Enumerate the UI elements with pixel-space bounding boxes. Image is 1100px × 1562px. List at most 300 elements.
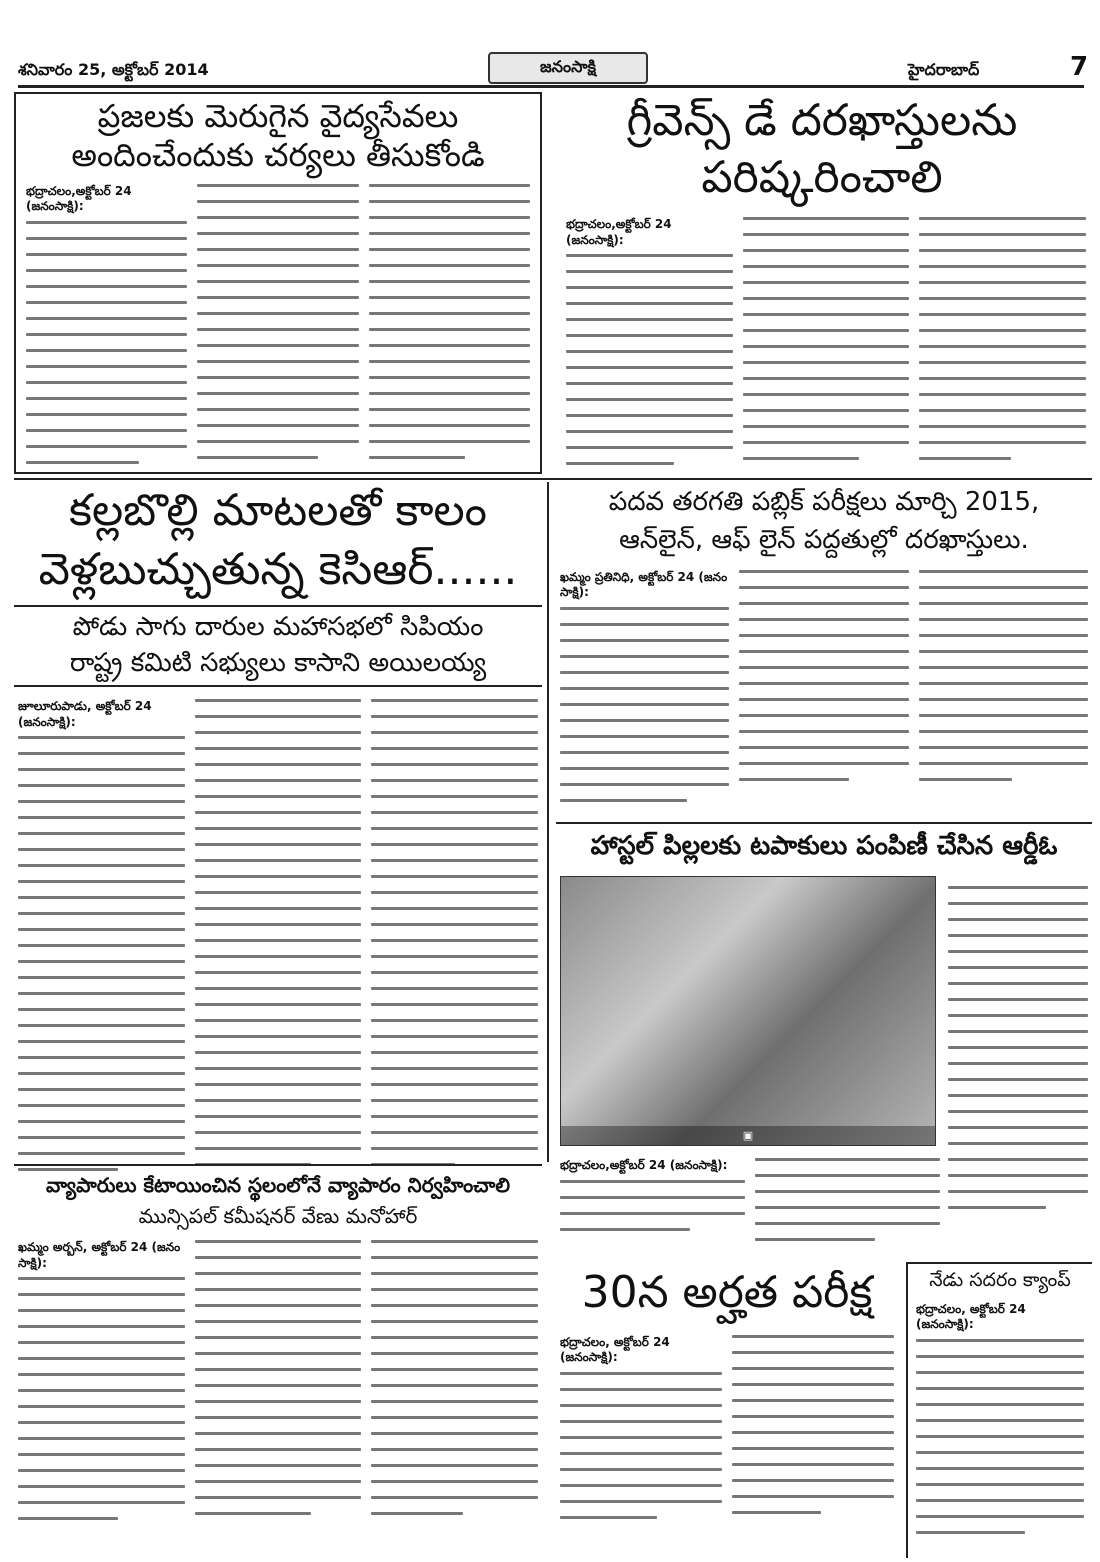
text-line bbox=[919, 425, 1086, 428]
page-number: 7 bbox=[1070, 52, 1089, 82]
text-line bbox=[195, 875, 362, 878]
text-line bbox=[755, 1222, 940, 1225]
text-line bbox=[369, 184, 530, 187]
text-line bbox=[755, 1206, 940, 1209]
text-line bbox=[26, 301, 187, 304]
text-line bbox=[743, 265, 910, 268]
text-line bbox=[26, 333, 187, 336]
column-divider bbox=[547, 482, 549, 1162]
text-line bbox=[371, 779, 538, 782]
text-line bbox=[739, 666, 908, 669]
text-line bbox=[18, 1293, 185, 1296]
text-line bbox=[560, 1212, 745, 1215]
article-subhead: రాష్ట్ర కమిటి సభ్యులు కాసాని అయిలయ్య bbox=[14, 649, 542, 687]
text-line bbox=[948, 1046, 1088, 1049]
text-line bbox=[743, 313, 910, 316]
text-line bbox=[195, 907, 362, 910]
text-line bbox=[566, 366, 733, 369]
text-line bbox=[18, 1357, 185, 1360]
text-line bbox=[197, 392, 358, 395]
text-line bbox=[371, 955, 538, 958]
text-line bbox=[739, 682, 908, 685]
text-line bbox=[743, 217, 910, 220]
text-line bbox=[18, 832, 185, 835]
text-line bbox=[566, 446, 733, 449]
text-line bbox=[18, 784, 185, 787]
text-line bbox=[369, 312, 530, 315]
text-line bbox=[197, 408, 358, 411]
text-line bbox=[369, 392, 530, 395]
article-headline: కల్లబొల్లి మాటలతో కాలం bbox=[69, 485, 487, 536]
text-line bbox=[195, 971, 362, 974]
text-line bbox=[739, 730, 908, 733]
text-line bbox=[739, 650, 908, 653]
text-line bbox=[916, 1531, 1025, 1534]
text-line bbox=[371, 971, 538, 974]
text-line bbox=[18, 1088, 185, 1091]
text-line bbox=[755, 1238, 875, 1241]
text-line bbox=[371, 1368, 538, 1371]
text-line bbox=[916, 1371, 1084, 1374]
text-line bbox=[743, 281, 910, 284]
text-line bbox=[566, 462, 674, 465]
text-line bbox=[743, 233, 910, 236]
text-line bbox=[560, 1500, 722, 1503]
body-column bbox=[566, 217, 733, 478]
text-line bbox=[739, 618, 908, 621]
text-line bbox=[560, 639, 729, 642]
text-line bbox=[560, 1196, 745, 1199]
text-line bbox=[18, 1008, 185, 1011]
text-line bbox=[560, 1436, 722, 1439]
article-kcr bbox=[14, 482, 542, 1162]
text-line bbox=[371, 1083, 538, 1086]
text-line bbox=[195, 1019, 362, 1022]
text-line bbox=[948, 918, 1088, 921]
body-column bbox=[732, 1335, 894, 1532]
text-line bbox=[26, 285, 187, 288]
masthead bbox=[18, 52, 1089, 88]
text-line bbox=[195, 939, 362, 942]
text-line bbox=[371, 699, 538, 702]
text-line bbox=[195, 1416, 362, 1419]
text-line bbox=[26, 461, 139, 464]
article-body bbox=[14, 687, 542, 1184]
text-line bbox=[195, 1432, 362, 1435]
text-line bbox=[195, 891, 362, 894]
text-line bbox=[26, 221, 187, 224]
text-line bbox=[195, 827, 362, 830]
text-line bbox=[732, 1495, 894, 1498]
text-line bbox=[919, 650, 1088, 653]
text-line bbox=[560, 607, 729, 610]
text-line bbox=[743, 441, 910, 444]
text-line bbox=[18, 1389, 185, 1392]
text-line bbox=[195, 1067, 362, 1070]
text-line bbox=[18, 1040, 185, 1043]
article-eligibility bbox=[556, 1262, 898, 1558]
text-line bbox=[26, 317, 187, 320]
text-line bbox=[743, 457, 860, 460]
text-line bbox=[195, 1384, 362, 1387]
text-line bbox=[26, 253, 187, 256]
text-line bbox=[197, 296, 358, 299]
text-line bbox=[369, 344, 530, 347]
body-column bbox=[919, 217, 1086, 478]
text-line bbox=[948, 1078, 1088, 1081]
text-line bbox=[18, 1437, 185, 1440]
text-line bbox=[195, 859, 362, 862]
text-line bbox=[371, 1464, 538, 1467]
text-line bbox=[371, 763, 538, 766]
text-line bbox=[197, 312, 358, 315]
text-line bbox=[371, 1115, 538, 1118]
text-line bbox=[26, 445, 187, 448]
article-body bbox=[16, 174, 540, 477]
text-line bbox=[732, 1479, 894, 1482]
edition-city: హైదరాబాద్ bbox=[908, 60, 980, 79]
text-line bbox=[755, 1190, 940, 1193]
text-line bbox=[195, 1051, 362, 1054]
text-line bbox=[916, 1419, 1084, 1422]
text-line bbox=[371, 1400, 538, 1403]
text-line bbox=[195, 1512, 312, 1515]
text-line bbox=[919, 313, 1086, 316]
text-line bbox=[732, 1463, 894, 1466]
text-line bbox=[18, 1136, 185, 1139]
text-line bbox=[566, 302, 733, 305]
text-line bbox=[916, 1339, 1084, 1342]
text-line bbox=[197, 184, 358, 187]
text-line bbox=[18, 1120, 185, 1123]
text-line bbox=[195, 1368, 362, 1371]
text-line bbox=[195, 1400, 362, 1403]
text-line bbox=[739, 586, 908, 589]
article-body bbox=[908, 1292, 1092, 1534]
article-headline: గ్రీవెన్స్ డే దరఖాస్తులను bbox=[626, 95, 1018, 146]
article-headline: అందించేందుకు చర్యలు తీసుకోండి bbox=[71, 135, 485, 174]
text-line bbox=[18, 864, 185, 867]
text-line bbox=[739, 762, 908, 765]
text-line bbox=[195, 955, 362, 958]
text-line bbox=[566, 270, 733, 273]
text-line bbox=[369, 360, 530, 363]
text-line bbox=[18, 1517, 118, 1520]
text-line bbox=[369, 440, 530, 443]
text-line bbox=[919, 441, 1086, 444]
text-line bbox=[18, 1405, 185, 1408]
text-line bbox=[919, 281, 1086, 284]
text-line bbox=[369, 408, 530, 411]
text-line bbox=[919, 233, 1086, 236]
text-line bbox=[948, 1094, 1088, 1097]
text-line bbox=[948, 1014, 1088, 1017]
text-line bbox=[18, 1469, 185, 1472]
text-line bbox=[371, 1304, 538, 1307]
body-column bbox=[371, 1240, 538, 1533]
text-line bbox=[948, 1030, 1088, 1033]
body-column bbox=[919, 570, 1088, 815]
text-line bbox=[195, 1496, 362, 1499]
article-dateline: భద్రాచలం,అక్టోబర్ 24 (జనంసాక్షి): bbox=[560, 1158, 728, 1172]
text-line bbox=[919, 217, 1086, 220]
article-body bbox=[560, 1158, 940, 1254]
article-dateline: ఖమ్మం అర్బన్, అక్టోబర్ 24 (జనం సాక్షి): bbox=[18, 1240, 181, 1270]
text-line bbox=[560, 1452, 722, 1455]
text-line bbox=[197, 360, 358, 363]
text-line bbox=[371, 891, 538, 894]
text-line bbox=[743, 345, 910, 348]
text-line bbox=[560, 1468, 722, 1471]
text-line bbox=[371, 1147, 538, 1150]
text-line bbox=[919, 778, 1012, 781]
text-line bbox=[560, 1516, 657, 1519]
text-line bbox=[732, 1367, 894, 1370]
text-line bbox=[197, 264, 358, 267]
text-line bbox=[560, 655, 729, 658]
text-line bbox=[371, 827, 538, 830]
text-line bbox=[566, 350, 733, 353]
text-line bbox=[18, 928, 185, 931]
text-line bbox=[197, 376, 358, 379]
text-line bbox=[18, 752, 185, 755]
text-line bbox=[739, 570, 908, 573]
text-line bbox=[919, 698, 1088, 701]
text-line bbox=[919, 249, 1086, 252]
text-line bbox=[916, 1403, 1084, 1406]
text-line bbox=[18, 1152, 185, 1155]
text-line bbox=[18, 1325, 185, 1328]
text-line bbox=[732, 1399, 894, 1402]
text-line bbox=[371, 939, 538, 942]
text-line bbox=[948, 966, 1088, 969]
article-headline: వ్యాపారులు కేటాయించిన స్థలంలోనే వ్యాపారం నిర్వహించాలి bbox=[45, 1173, 511, 1197]
text-line bbox=[919, 265, 1086, 268]
text-line bbox=[371, 1480, 538, 1483]
text-line bbox=[919, 345, 1086, 348]
text-line bbox=[560, 1484, 722, 1487]
text-line bbox=[560, 1180, 745, 1183]
body-column bbox=[369, 184, 530, 477]
text-line bbox=[26, 413, 187, 416]
text-line bbox=[948, 1174, 1088, 1177]
text-line bbox=[560, 1372, 722, 1375]
article-hostel bbox=[556, 826, 1092, 1252]
text-line bbox=[732, 1415, 894, 1418]
text-line bbox=[371, 843, 538, 846]
text-line bbox=[371, 875, 538, 878]
text-line bbox=[26, 269, 187, 272]
text-line bbox=[560, 767, 729, 770]
article-grievance bbox=[552, 92, 1092, 474]
text-line bbox=[369, 328, 530, 331]
text-line bbox=[195, 1464, 362, 1467]
text-line bbox=[369, 232, 530, 235]
text-line bbox=[371, 1320, 538, 1323]
text-line bbox=[195, 843, 362, 846]
text-line bbox=[195, 1115, 362, 1118]
text-line bbox=[195, 1083, 362, 1086]
text-line bbox=[18, 880, 185, 883]
text-line bbox=[743, 377, 910, 380]
body-column bbox=[197, 184, 358, 477]
text-line bbox=[197, 232, 358, 235]
text-line bbox=[18, 992, 185, 995]
text-line bbox=[371, 1003, 538, 1006]
body-column bbox=[18, 1240, 185, 1533]
article-dateline: భద్రాచలం,అక్టోబర్ 24 (జనంసాక్షి): bbox=[566, 217, 672, 247]
article-dateline: భద్రాచలం, అక్టోబర్ 24 (జనంసాక్షి): bbox=[916, 1301, 1026, 1332]
text-line bbox=[369, 424, 530, 427]
text-line bbox=[916, 1499, 1084, 1502]
text-line bbox=[743, 361, 910, 364]
article-dateline: ఖమ్మం ప్రతినిధి, అక్టోబర్ 24 (జనం సాక్షి): bbox=[560, 569, 728, 600]
text-line bbox=[371, 987, 538, 990]
article-camp bbox=[906, 1262, 1092, 1558]
text-line bbox=[26, 397, 187, 400]
body-column bbox=[739, 570, 908, 815]
body-column bbox=[560, 1335, 722, 1532]
text-line bbox=[195, 1448, 362, 1451]
text-line bbox=[560, 623, 729, 626]
text-line bbox=[369, 216, 530, 219]
text-line bbox=[948, 998, 1088, 1001]
text-line bbox=[948, 902, 1088, 905]
article-headline: 30న అర్హత పరీక్ష bbox=[581, 1267, 873, 1318]
text-line bbox=[371, 1272, 538, 1275]
article-dateline: భద్రాచలం,అక్టోబర్ 24 (జనంసాక్షి): bbox=[26, 183, 132, 214]
text-line bbox=[739, 778, 849, 781]
text-line bbox=[371, 1336, 538, 1339]
text-line bbox=[195, 1480, 362, 1483]
text-line bbox=[560, 783, 729, 786]
text-line bbox=[195, 1003, 362, 1006]
text-line bbox=[919, 586, 1088, 589]
text-line bbox=[197, 248, 358, 251]
newspaper-logo: జనంసాక్షి bbox=[488, 52, 648, 84]
article-headline: ప్రజలకు మెరుగైన వైద్యసేవలు bbox=[97, 97, 459, 135]
text-line bbox=[371, 1352, 538, 1355]
text-line bbox=[18, 736, 185, 739]
text-line bbox=[919, 634, 1088, 637]
text-line bbox=[197, 440, 358, 443]
text-line bbox=[739, 602, 908, 605]
text-line bbox=[919, 682, 1088, 685]
text-line bbox=[18, 1373, 185, 1376]
text-line bbox=[371, 1256, 538, 1259]
text-line bbox=[371, 1067, 538, 1070]
text-line bbox=[732, 1447, 894, 1450]
text-line bbox=[371, 907, 538, 910]
text-line bbox=[371, 1099, 538, 1102]
text-line bbox=[18, 896, 185, 899]
article-dateline: జూలూరుపాడు, అక్టోబర్ 24 (జనంసాక్షి): bbox=[18, 698, 152, 729]
section-divider bbox=[14, 478, 1092, 480]
text-line bbox=[743, 249, 910, 252]
text-line bbox=[195, 1336, 362, 1339]
text-line bbox=[195, 1256, 362, 1259]
text-line bbox=[948, 1142, 1088, 1145]
text-line bbox=[560, 751, 729, 754]
text-line bbox=[197, 424, 358, 427]
text-line bbox=[948, 1190, 1088, 1193]
body-column bbox=[371, 699, 538, 1184]
article-body bbox=[14, 1228, 542, 1533]
text-line bbox=[371, 747, 538, 750]
text-line bbox=[739, 698, 908, 701]
text-line bbox=[743, 393, 910, 396]
text-line bbox=[919, 297, 1086, 300]
text-line bbox=[371, 1384, 538, 1387]
text-line bbox=[26, 237, 187, 240]
text-line bbox=[948, 1126, 1088, 1129]
text-line bbox=[195, 1304, 362, 1307]
text-line bbox=[560, 799, 687, 802]
text-line bbox=[195, 1131, 362, 1134]
text-line bbox=[195, 923, 362, 926]
text-line bbox=[916, 1355, 1084, 1358]
text-line bbox=[916, 1435, 1084, 1438]
text-line bbox=[197, 344, 358, 347]
article-body bbox=[552, 203, 1092, 478]
text-line bbox=[919, 618, 1088, 621]
text-line bbox=[732, 1431, 894, 1434]
text-line bbox=[566, 286, 733, 289]
text-line bbox=[369, 280, 530, 283]
text-line bbox=[560, 735, 729, 738]
text-line bbox=[371, 1035, 538, 1038]
article-exams bbox=[556, 482, 1092, 820]
text-line bbox=[18, 1341, 185, 1344]
text-line bbox=[919, 393, 1086, 396]
text-line bbox=[195, 1035, 362, 1038]
body-column bbox=[18, 699, 185, 1184]
text-line bbox=[371, 1416, 538, 1419]
article-headline: పరిష్కరించాలి bbox=[701, 151, 943, 203]
text-line bbox=[560, 1404, 722, 1407]
text-line bbox=[18, 1309, 185, 1312]
text-line bbox=[369, 248, 530, 251]
text-line bbox=[26, 365, 187, 368]
text-line bbox=[732, 1351, 894, 1354]
text-line bbox=[18, 1072, 185, 1075]
text-line bbox=[195, 1272, 362, 1275]
text-line bbox=[948, 1206, 1046, 1209]
article-headline: వెళ్లబుచ్చుతున్న కెసిఆర్...... bbox=[38, 543, 518, 595]
article-headline: హాస్టల్ పిల్లలకు టపాకులు పంపిణీ చేసిన ఆర్డీఓ bbox=[590, 831, 1058, 861]
body-column bbox=[755, 1158, 940, 1254]
body-column bbox=[195, 1240, 362, 1533]
text-line bbox=[371, 1432, 538, 1435]
article-headline: ఆన్‌లైన్, ఆఫ్ లైన్ పద్దతుల్లో దరఖాస్తులు. bbox=[619, 524, 1029, 555]
text-line bbox=[18, 1277, 185, 1280]
text-line bbox=[195, 1240, 362, 1243]
text-line bbox=[560, 687, 729, 690]
text-line bbox=[371, 731, 538, 734]
text-line bbox=[732, 1335, 894, 1338]
section-divider bbox=[14, 1164, 542, 1166]
text-line bbox=[948, 934, 1088, 937]
text-line bbox=[948, 950, 1088, 953]
text-line bbox=[18, 944, 185, 947]
article-headline: నేడు సదరం క్యాంప్ bbox=[929, 1269, 1071, 1291]
text-line bbox=[919, 762, 1088, 765]
text-line bbox=[369, 200, 530, 203]
text-line bbox=[560, 1420, 722, 1423]
text-line bbox=[369, 296, 530, 299]
text-line bbox=[916, 1387, 1084, 1390]
article-subhead: మున్సిపల్ కమీషనర్ వేణు మనోహార్ bbox=[138, 1204, 418, 1228]
